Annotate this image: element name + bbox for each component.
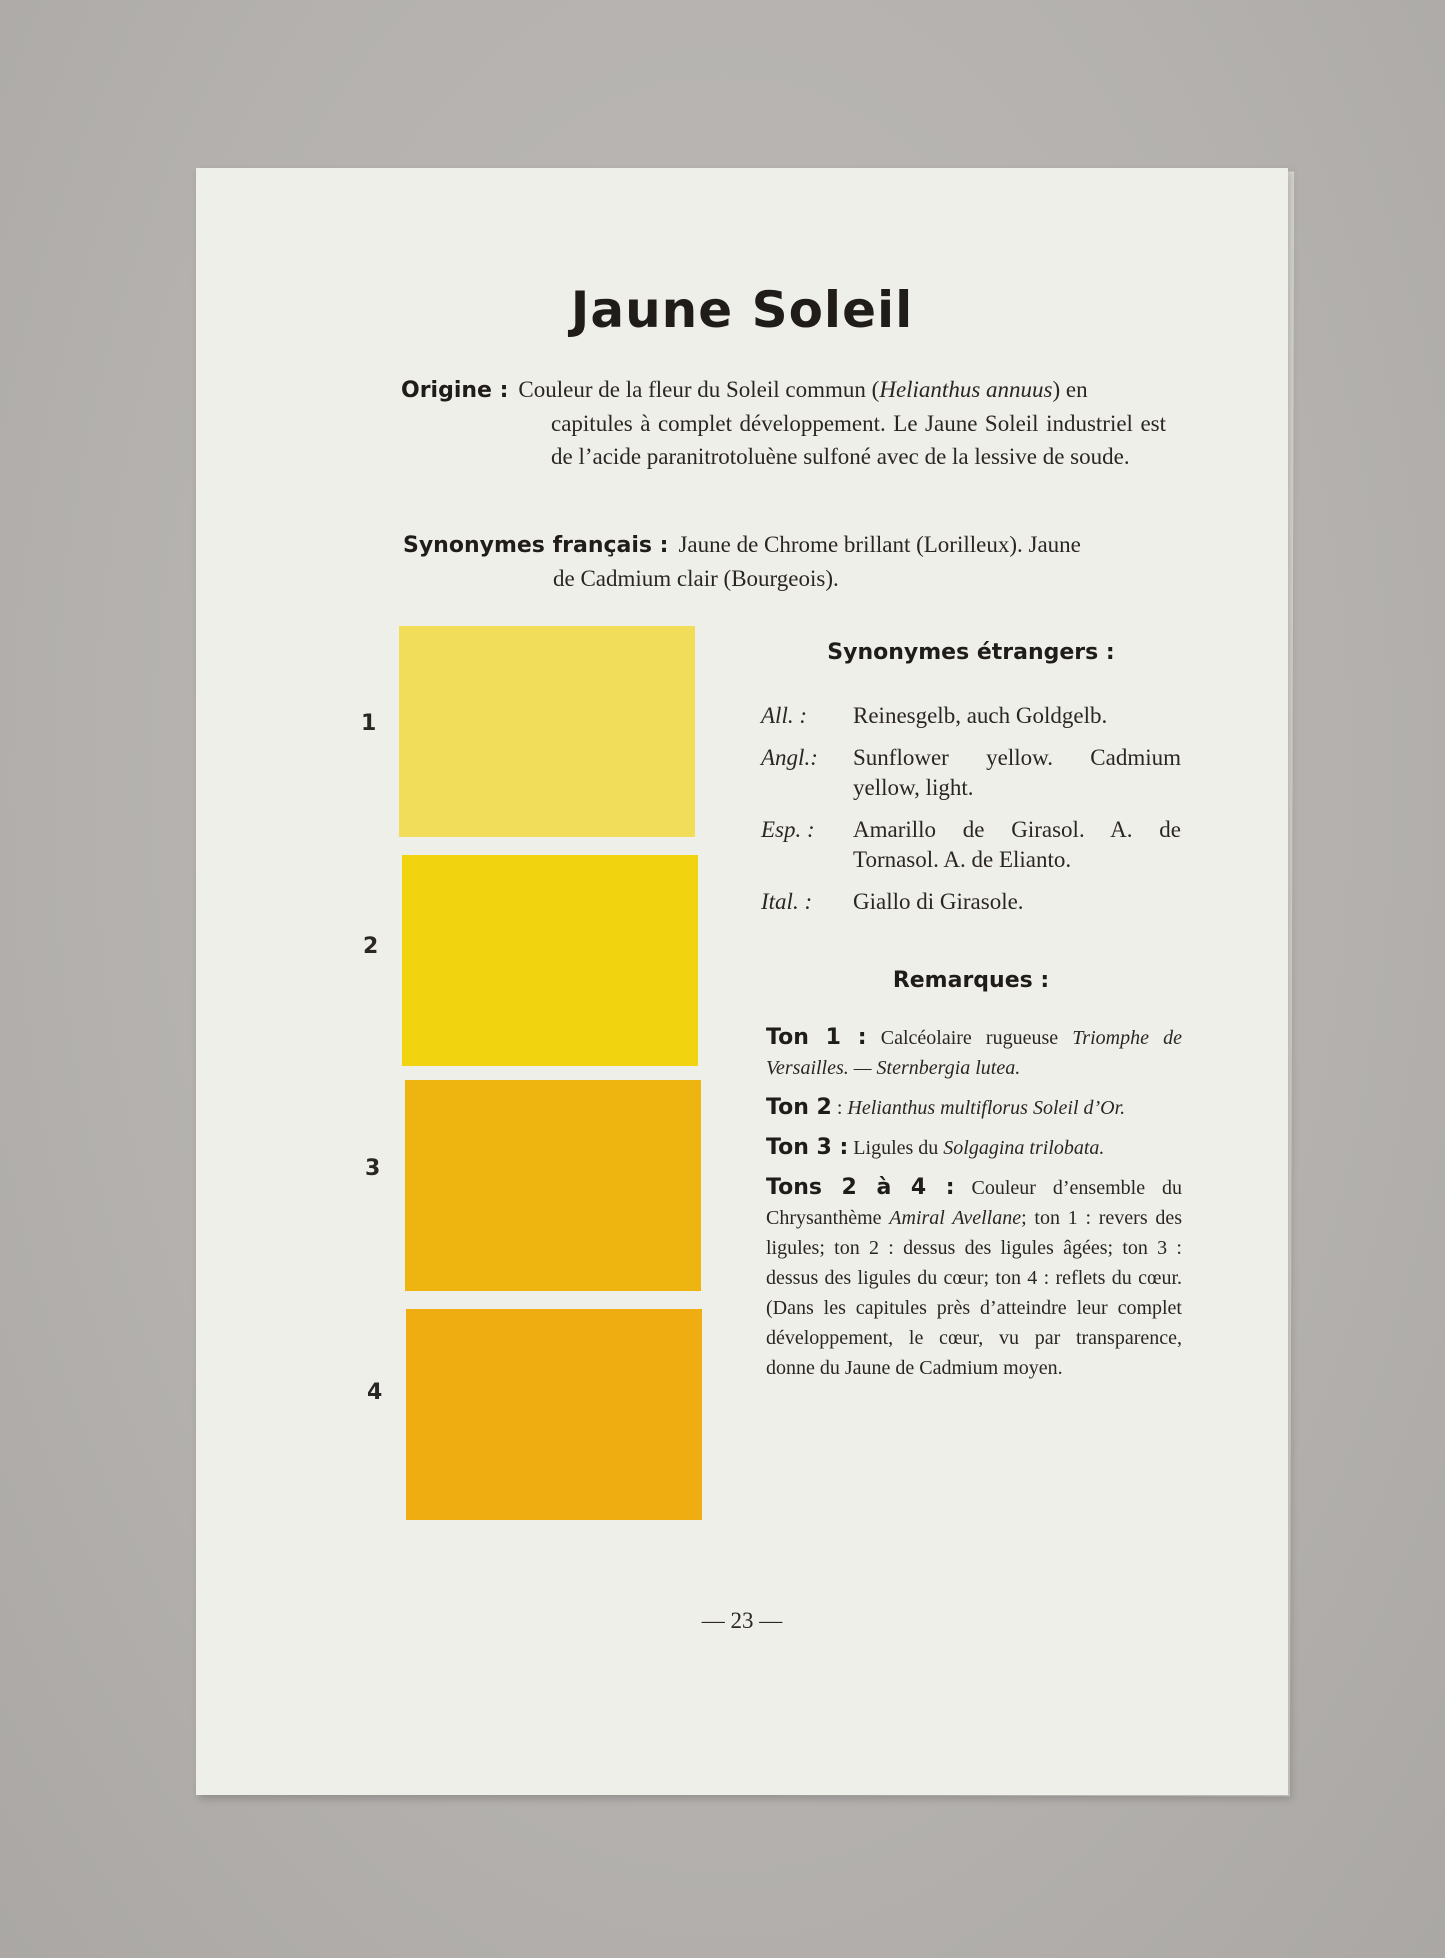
remark-label: Ton 3 : <box>766 1135 849 1160</box>
synonym-text: Sunflower yellow. Cadmium yellow, light. <box>853 745 1181 800</box>
list-item <box>761 701 1181 731</box>
synonym-text: Reinesgelb, auch Goldgelb. <box>853 703 1108 728</box>
origine-paragraph <box>401 373 1166 473</box>
document-page <box>196 168 1288 1795</box>
language-abbr: Ital. : <box>761 889 813 914</box>
color-swatch-4 <box>406 1309 702 1520</box>
swatch-number-3: 3 <box>365 1156 381 1181</box>
remark-species: Helianthus multiflorus Soleil d’Or. <box>847 1097 1126 1119</box>
list-item <box>761 815 1181 875</box>
swatch-number-1: 1 <box>361 711 377 736</box>
language-abbr: All. : <box>761 703 807 728</box>
synonymes-etrangers-heading: Synonymes étrangers : <box>827 640 1115 665</box>
synonym-text: Amarillo de Girasol. A. de Tornasol. A. de Elianto. <box>853 817 1181 872</box>
origine-label: Origine : <box>401 378 509 403</box>
remarques-list <box>766 1023 1182 1393</box>
synonymes-francais-text-rest: de Cadmium clair (Bourgeois). <box>553 566 839 591</box>
language-abbr: Angl.: <box>761 745 818 770</box>
origine-species: Helianthus annuus <box>879 377 1053 402</box>
remark-ton-2 <box>766 1093 1182 1123</box>
synonymes-etrangers-list <box>761 701 1181 929</box>
color-swatch-1 <box>399 626 695 837</box>
remark-tons-2-4 <box>766 1173 1182 1383</box>
origine-text-start: Couleur de la fleur du Soleil commun ( <box>518 377 880 402</box>
remark-label: Ton 1 : <box>766 1025 867 1050</box>
remark-text: : <box>831 1097 848 1119</box>
color-swatch-3 <box>405 1080 701 1291</box>
synonym-text: Giallo di Girasole. <box>853 889 1024 914</box>
remark-label: Ton 2 <box>766 1095 832 1120</box>
remark-text: Ligules du <box>853 1137 944 1159</box>
remark-ton-3 <box>766 1133 1182 1163</box>
language-abbr: Esp. : <box>761 817 815 842</box>
color-swatch-2 <box>402 855 698 1066</box>
remark-species: Solgagina trilobata. <box>943 1137 1105 1159</box>
list-item <box>761 887 1181 917</box>
remark-text: Couleur d’ensemble du Chrysanthème <box>766 1177 1182 1229</box>
synonymes-francais-paragraph <box>403 528 1168 595</box>
page-number: — 23 — <box>701 1608 783 1633</box>
swatch-number-2: 2 <box>363 934 379 959</box>
remarques-heading: Remarques : <box>892 968 1050 993</box>
remark-text-rest: ; ton 1 : revers des ligules; ton 2 : dessus des ligules âgées; ton 3 : dessus des ligules du cœur; ton 4 : reflets du cœur. (Dans les capitules près d’atteindre leur complet développement, le cœur, vu par transparence, donne du Jaune de Cadmium moyen. <box>766 1207 1183 1379</box>
remark-species: Triomphe de Versailles. — Sternbergia lutea. <box>766 1027 1182 1079</box>
remark-species: Amiral Avellane <box>889 1207 1022 1229</box>
remark-ton-1 <box>766 1023 1182 1083</box>
remark-label: Tons 2 à 4 : <box>766 1175 955 1200</box>
page-title: Jaune Soleil <box>570 281 914 339</box>
origine-text-rest: capitules à complet développement. Le Jaune Soleil industriel est de l’acide paranitrotoluène sulfoné avec de la lessive de soude. <box>551 411 1166 469</box>
synonymes-francais-text: Jaune de Chrome brillant (Lorilleux). Jaune <box>678 532 1081 557</box>
list-item <box>761 743 1181 803</box>
remark-text: Calcéolaire rugueuse <box>880 1027 1073 1049</box>
swatch-number-4: 4 <box>367 1380 383 1405</box>
synonymes-francais-label: Synonymes français : <box>403 533 669 558</box>
origine-text-end: ) en <box>1052 377 1088 402</box>
